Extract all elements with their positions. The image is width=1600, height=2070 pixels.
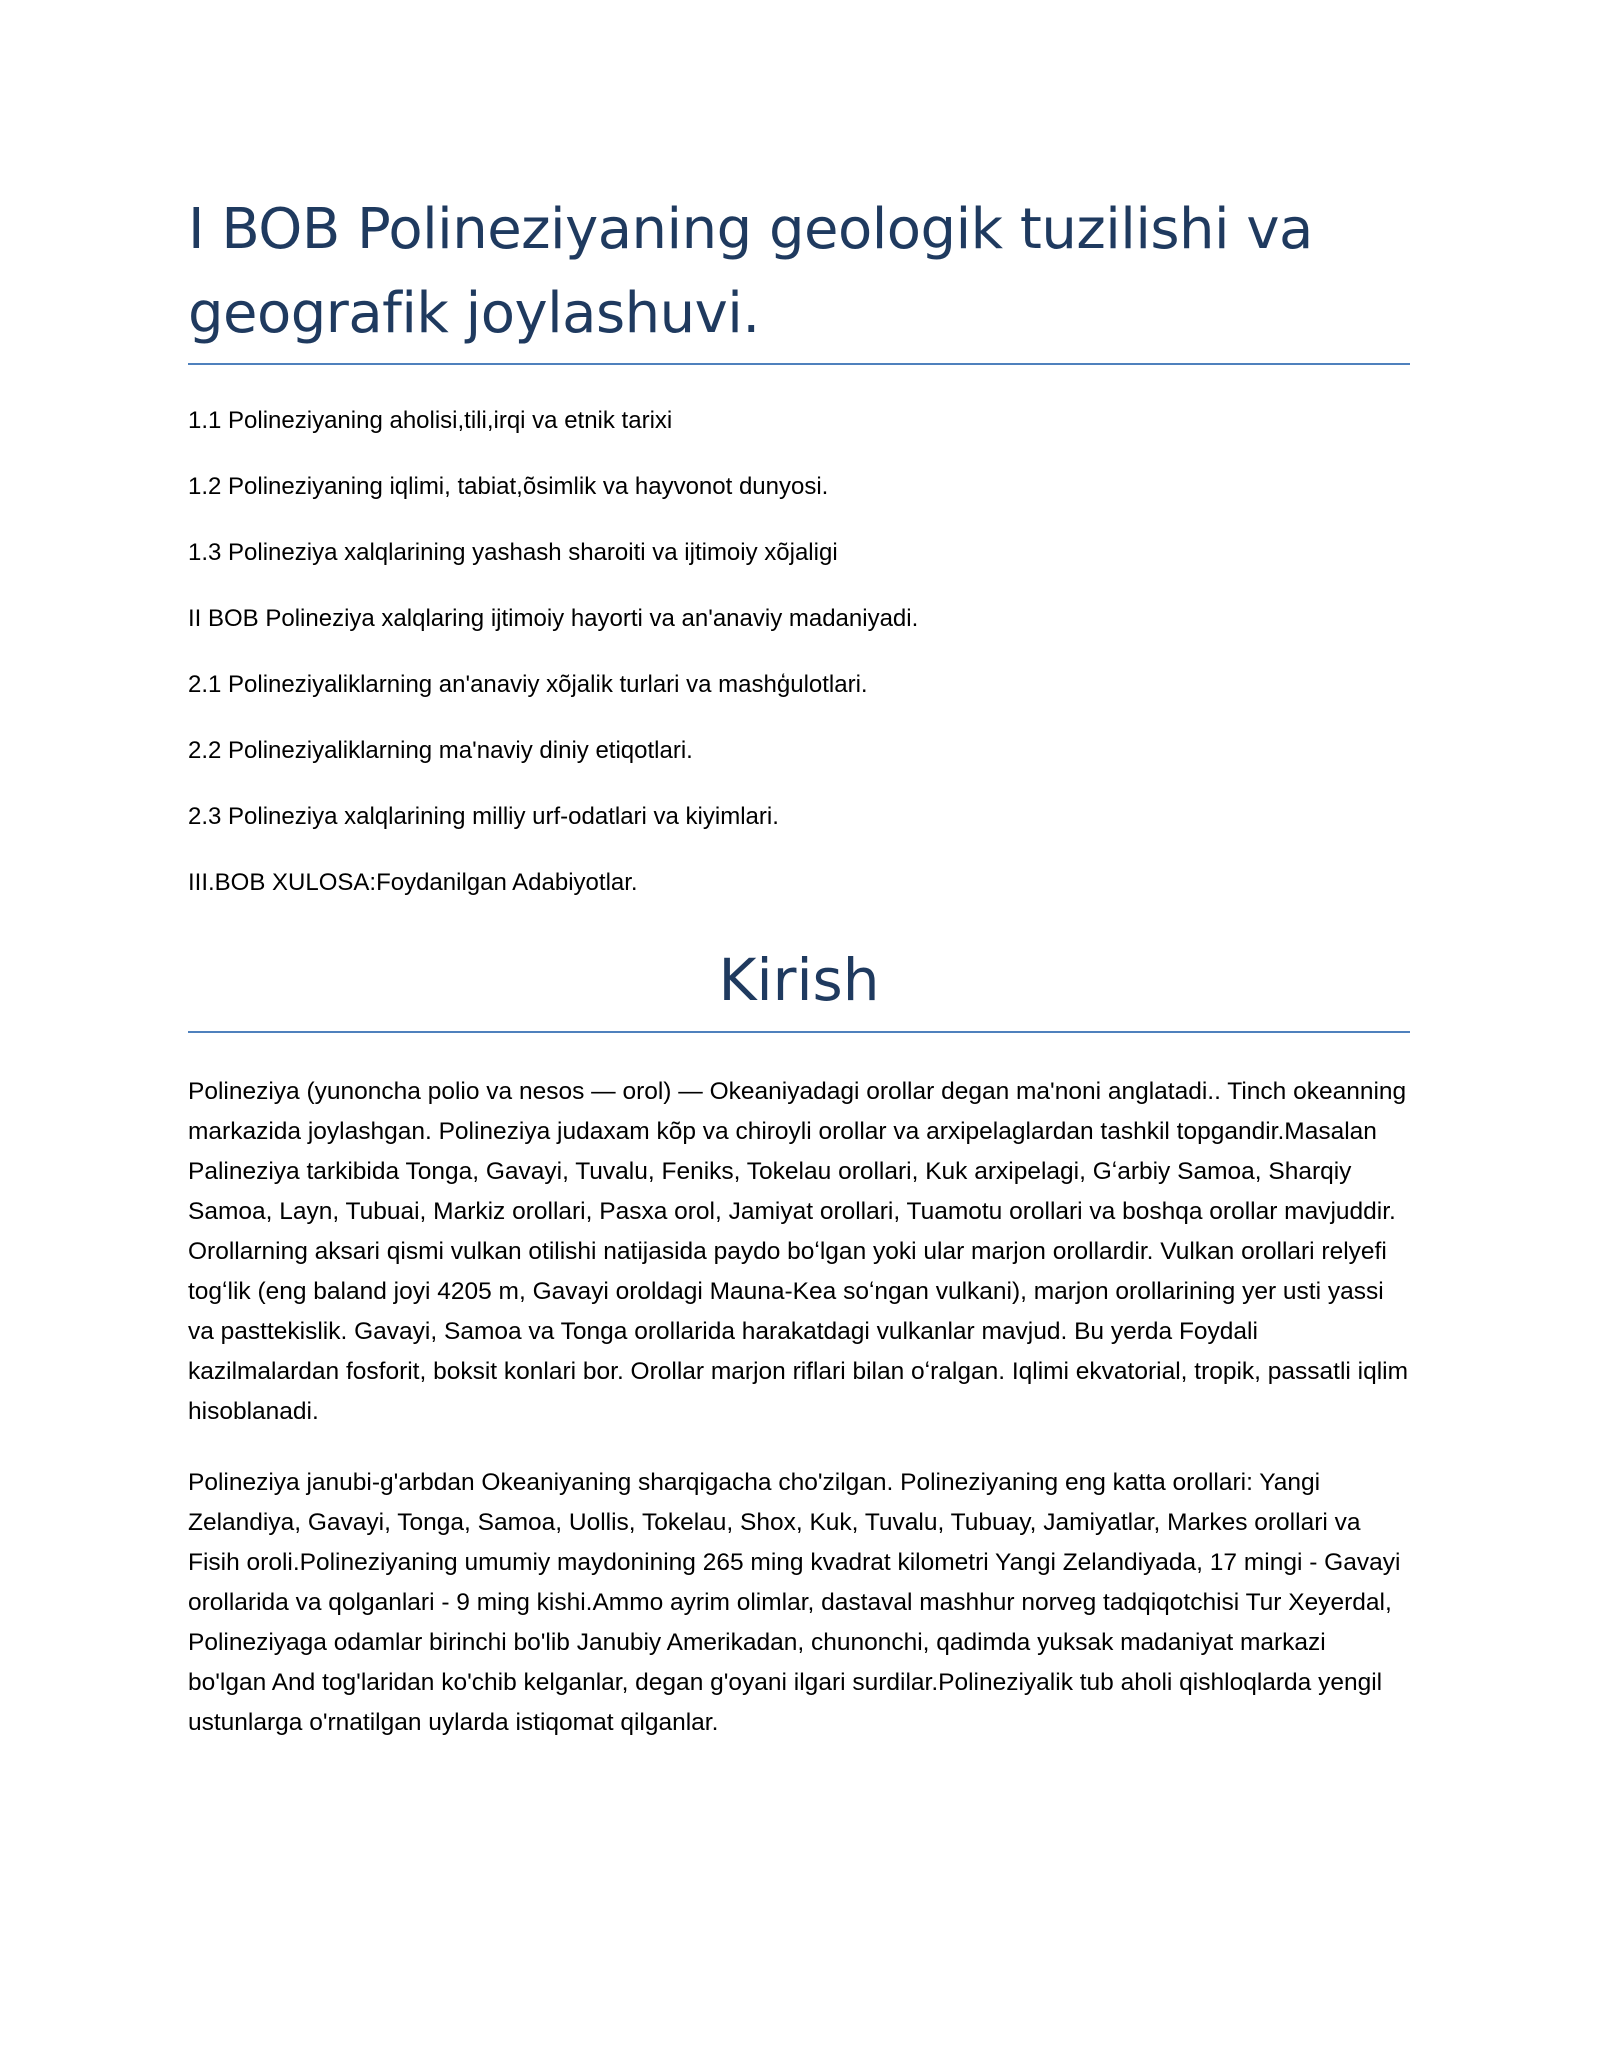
toc-item: 2.1 Polineziyaliklarning an'anaviy xõjalik turlari va mashģulotlari. bbox=[188, 671, 868, 698]
document-title: I BOB Polineziyaning geologik tuzilishi va geografik joylashuvi. bbox=[188, 197, 1313, 346]
body-paragraph: Polineziya (yunoncha polio va nesos — orol) — Okeaniyadagi orollar degan ma'noni anglatadi.. Tinch okeanning markazida joylashgan. Polineziya judaxam kõp va chiroyli orollar va arxipelaglardan tashkil topgandir.Masalan Palineziya tarkibida Tonga, Gavayi, Tuvalu, Feniks, Tokelau orollari, Kuk arxipelagi, Gʻarbiy Samoa, Sharqiy Samoa, Layn, Tubuai, Markiz orollari, Pasxa orol, Jamiyat orollari, Tuamotu orollari va boshqa orollar mavjuddir. Orollarning aksari qismi vulkan otilishi natijasida paydo boʻlgan yoki ular marjon orollardir. Vulkan orollari relyefi togʻlik (eng baland joyi 4205 m, Gavayi oroldagi Mauna-Kea soʻngan vulkani), marjon orollarining yer usti yassi va pasttekislik. Gavayi, Samoa va Tonga orollarida harakatdagi vulkanlar mavjud. Bu yerda Foydali kazilmalardan fosforit, boksit konlari bor. Orollar marjon riflari bilan oʻralgan. Iqlimi ekvatorial, tropik, passatli iqlim hisoblanadi. bbox=[188, 1078, 1409, 1425]
toc-item: 2.2 Polineziyaliklarning ma'naviy diniy etiqotlari. bbox=[188, 737, 693, 764]
toc-item: 1.1 Polineziyaning aholisi,tili,irqi va etnik tarixi bbox=[188, 407, 673, 434]
toc-item: II BOB Polineziya xalqlaring ijtimoiy hayorti va an'anaviy madaniyadi. bbox=[188, 605, 919, 632]
section-divider bbox=[188, 1031, 1410, 1033]
section-heading: Kirish bbox=[718, 946, 880, 1014]
toc-item: 1.3 Polineziya xalqlarining yashash sharoiti va ijtimoiy xõjaligi bbox=[188, 539, 838, 566]
toc-item: 2.3 Polineziya xalqlarining milliy urf-odatlari va kiyimlari. bbox=[188, 803, 779, 830]
toc-item: III.BOB XULOSA:Foydanilgan Adabiyotlar. bbox=[188, 869, 638, 896]
title-divider bbox=[188, 363, 1410, 365]
body-paragraph: Polineziya janubi-g'arbdan Okeaniyaning sharqigacha cho'zilgan. Polineziyaning eng katta orollari: Yangi Zelandiya, Gavayi, Tonga, Samoa, Uollis, Tokelau, Shox, Kuk, Tuvalu, Tubuay, Jamiyatlar, Markes orollari va Fisih oroli.Polineziyaning umumiy maydonining 265 ming kvadrat kilometri Yangi Zelandiyada, 17 mingi - Gavayi orollarida va qolganlari - 9 ming kishi.Ammo ayrim olimlar, dastaval mashhur norveg tadqiqotchisi Tur Xeyerdal, Polineziyaga odamlar birinchi bo'lib Janubiy Amerikadan, chunonchi, qadimda yuksak madaniyat markazi bo'lgan And tog'laridan ko'chib kelganlar, degan g'oyani ilgari surdilar.Polineziyalik tub aholi qishloqlarda yengil ustunlarga o'rnatilgan uylarda istiqomat qilganlar. bbox=[188, 1469, 1401, 1736]
toc-item: 1.2 Polineziyaning iqlimi, tabiat,õsimlik va hayvonot dunyosi. bbox=[188, 473, 829, 500]
table-of-contents bbox=[188, 404, 1410, 932]
